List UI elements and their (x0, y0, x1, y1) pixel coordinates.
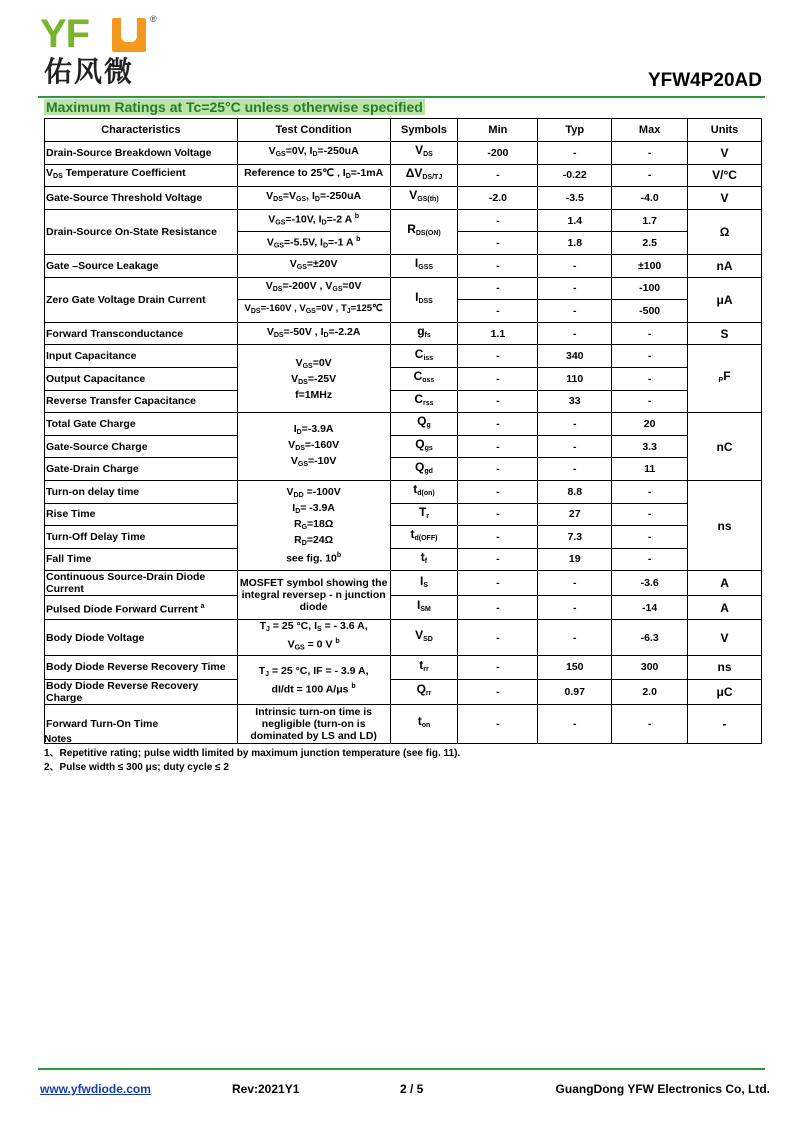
cell-max: - (612, 164, 688, 187)
table-row (45, 254, 762, 277)
part-number: YFW4P20AD (647, 70, 762, 91)
cell-characteristic: Gate-Source Threshold Voltage (45, 187, 238, 210)
table-header-row (45, 119, 762, 142)
cell-condition: $V_{DS}=-50V$ , $I_D=-2.2A$ (237, 322, 390, 345)
cell-condition: $V_{GS}=-5.5V$, $I_D=-1$ A $^b$ (237, 232, 390, 255)
cell-typ: - (538, 596, 612, 620)
cell-min: - (458, 679, 538, 704)
cell-max: 20 (612, 413, 688, 436)
cell-typ: - (538, 458, 612, 481)
cell-condition: $V_{DS}=V_{GS}$, $I_D=-250uA$ (237, 187, 390, 210)
cell-characteristic: $V_{DS}$ Temperature Coefficient (45, 164, 238, 187)
cell-characteristic: Drain-Source On-State Resistance (45, 209, 238, 254)
cell-max: - (612, 526, 688, 549)
table-row (45, 548, 762, 571)
cell-min: - (458, 367, 538, 390)
cell-unit: ns (688, 480, 762, 570)
page-number: 2 / 5 (400, 1082, 424, 1096)
table-row (45, 142, 762, 165)
cell-unit: A (688, 596, 762, 620)
table-row (45, 480, 762, 503)
cell-typ: - (538, 322, 612, 345)
cell-min: - (458, 345, 538, 368)
cell-characteristic: Total Gate Charge (45, 413, 238, 436)
cell-unit: nA (688, 254, 762, 277)
cell-characteristic: Gate-Drain Charge (45, 458, 238, 481)
website-link[interactable]: www.yfwdiode.com (40, 1082, 151, 1096)
cell-symbol: $I_{SM}$ (390, 596, 458, 620)
cell-min: - (458, 300, 538, 323)
cell-typ: -0.22 (538, 164, 612, 187)
cell-max: - (612, 345, 688, 368)
footer-divider (38, 1068, 765, 1070)
cell-symbol: $I_{DSS}$ (390, 277, 458, 322)
cell-unit: S (688, 322, 762, 345)
col-header: Test Condition (237, 119, 390, 142)
cell-typ: - (538, 254, 612, 277)
cell-characteristic: Zero Gate Voltage Drain Current (45, 277, 238, 322)
cell-min: - (458, 503, 538, 526)
cell-typ: - (538, 300, 612, 323)
cell-characteristic: Gate-Source Charge (45, 435, 238, 458)
cell-typ: - (538, 277, 612, 300)
cell-typ: - (538, 413, 612, 436)
table-row (45, 390, 762, 413)
cell-min: - (458, 480, 538, 503)
table-row (45, 596, 762, 620)
cell-typ: 150 (538, 655, 612, 679)
cell-min: -200 (458, 142, 538, 165)
cell-characteristic: Rise Time (45, 503, 238, 526)
cell-min: - (458, 458, 538, 481)
table-row (45, 322, 762, 345)
revision: Rev:2021Y1 (232, 1082, 300, 1096)
company-logo (40, 14, 160, 94)
cell-typ: - (538, 142, 612, 165)
cell-typ: 1.4 (538, 209, 612, 232)
cell-min: -2.0 (458, 187, 538, 210)
cell-max: - (612, 704, 688, 743)
cell-max: - (612, 503, 688, 526)
cell-typ: 110 (538, 367, 612, 390)
section-title: Maximum Ratings at Tc=25°C unless otherwise specified (46, 99, 423, 115)
cell-condition: Reference to 25℃ , $I_D=-1mA$ (237, 164, 390, 187)
cell-typ: 0.97 (538, 679, 612, 704)
company-name: GuangDong YFW Electronics Co, Ltd. (555, 1082, 770, 1096)
cell-characteristic: Forward Transconductance (45, 322, 238, 345)
cell-typ: 8.8 (538, 480, 612, 503)
cell-typ: - (538, 435, 612, 458)
col-header: Units (688, 119, 762, 142)
cell-symbol: $t_f$ (390, 548, 458, 571)
cell-symbol: $V_{DS}$ (390, 142, 458, 165)
cell-symbol: $R_{DS(ON)}$ (390, 209, 458, 254)
logo-u-mark (112, 18, 146, 52)
cell-unit: μC (688, 679, 762, 704)
cell-min: - (458, 435, 538, 458)
cell-characteristic: Drain-Source Breakdown Voltage (45, 142, 238, 165)
cell-unit: ns (688, 655, 762, 679)
cell-unit: $_P$F (688, 345, 762, 413)
cell-characteristic: Output Capacitance (45, 367, 238, 390)
cell-symbol: $t_{on}$ (390, 704, 458, 743)
cell-max: - (612, 548, 688, 571)
cell-symbol: $Q_{gs}$ (390, 435, 458, 458)
cell-symbol: $C_{iss}$ (390, 345, 458, 368)
table-row (45, 345, 762, 368)
table-row (45, 503, 762, 526)
cell-typ: 27 (538, 503, 612, 526)
cell-unit: V (688, 187, 762, 210)
table-row (45, 435, 762, 458)
cell-unit: - (688, 704, 762, 743)
cell-min: - (458, 209, 538, 232)
cell-max: - (612, 142, 688, 165)
note-2: 2、Pulse width ≤ 300 μs; duty cycle ≤ 2 (44, 762, 229, 773)
cell-min: - (458, 413, 538, 436)
cell-condition: $T_J = 25$ °C, IF = - 3.9 A, dI/dt = 100 A/μs $^b$ (237, 655, 390, 704)
table-row (45, 620, 762, 656)
cell-max: - (612, 322, 688, 345)
cell-characteristic: Reverse Transfer Capacitance (45, 390, 238, 413)
cell-max: 2.5 (612, 232, 688, 255)
cell-symbol: $\Delta V_{DS/TJ}$ (390, 164, 458, 187)
cell-min: 1.1 (458, 322, 538, 345)
cell-symbol: $C_{oss}$ (390, 367, 458, 390)
cell-symbol: $t_{d(on)}$ (390, 480, 458, 503)
cell-min: - (458, 620, 538, 656)
cell-max: -3.6 (612, 571, 688, 596)
cell-condition: $V_{GS}=-10V$, $I_D=-2$ A $^b$ (237, 209, 390, 232)
cell-condition: $I_D=-3.9A$ $V_{DS}=-160V$ $V_{GS}=-10V$ (237, 413, 390, 481)
header-divider (38, 96, 765, 98)
col-header: Characteristics (45, 119, 238, 142)
cell-condition: $V_{DS}=-200V$ , $V_{GS}=0V$ (237, 277, 390, 300)
cell-min: - (458, 655, 538, 679)
switching-group (45, 480, 762, 570)
cell-max: - (612, 390, 688, 413)
table-row (45, 413, 762, 436)
cell-symbol: $t_{rr}$ (390, 655, 458, 679)
cell-characteristic: Body Diode Reverse Recovery Charge (45, 679, 238, 704)
cell-symbol: $T_r$ (390, 503, 458, 526)
cell-condition: $V_{GS}=\pm 20V$ (237, 254, 390, 277)
diode-current-group (45, 571, 762, 620)
cell-symbol: $V_{GS(th)}$ (390, 187, 458, 210)
reverse-recovery-group (45, 655, 762, 704)
cell-symbol: $Q_{rr}$ (390, 679, 458, 704)
cell-typ: 340 (538, 345, 612, 368)
cell-unit: V (688, 620, 762, 656)
cell-typ: 19 (538, 548, 612, 571)
registered-mark: ® (150, 14, 157, 24)
col-header: Min (458, 119, 538, 142)
cell-characteristic: Forward Turn-On Time (45, 704, 238, 743)
cell-characteristic: Pulsed Diode Forward Current $^a$ (45, 596, 238, 620)
cell-symbol: $I_{GSS}$ (390, 254, 458, 277)
cell-min: - (458, 277, 538, 300)
table-row (45, 277, 762, 300)
cell-min: - (458, 232, 538, 255)
cell-typ: 33 (538, 390, 612, 413)
cell-min: - (458, 526, 538, 549)
cell-max: 2.0 (612, 679, 688, 704)
cell-unit: Ω (688, 209, 762, 254)
cell-unit: V/°C (688, 164, 762, 187)
cell-characteristic: Input Capacitance (45, 345, 238, 368)
cell-typ: - (538, 704, 612, 743)
cell-symbol: $I_S$ (390, 571, 458, 596)
notes-title: Notes (44, 734, 72, 745)
cell-characteristic: Continuous Source-Drain Diode Current (45, 571, 238, 596)
note-1: 1、Repetitive rating; pulse width limited by maximum junction temperature (see fig. 11). (44, 748, 461, 759)
cell-condition: $T_J = 25$ °C, $I_S$ = - 3.6 A, $V_{GS} = 0$ V $^b$ (237, 620, 390, 656)
cell-condition: $V_{GS}=0V$ $V_{DS}=-25V$ f=1MHz (237, 345, 390, 413)
cell-max: 3.3 (612, 435, 688, 458)
table-row (45, 164, 762, 187)
cell-typ: -3.5 (538, 187, 612, 210)
cell-typ: - (538, 571, 612, 596)
cell-max: -14 (612, 596, 688, 620)
cell-max: -6.3 (612, 620, 688, 656)
cell-condition: MOSFET symbol showing the integral reversep - n junction diode (237, 571, 390, 620)
cell-max: - (612, 367, 688, 390)
cell-symbol: $t_{d(OFF)}$ (390, 526, 458, 549)
table-row (45, 458, 762, 481)
notes (44, 733, 460, 775)
cell-min: - (458, 390, 538, 413)
table-row (45, 209, 762, 232)
ratings-table (44, 118, 762, 744)
cell-condition: $V_{GS}=0V$, $I_D=-250uA$ (237, 142, 390, 165)
cell-symbol: $V_{SD}$ (390, 620, 458, 656)
cell-min: - (458, 571, 538, 596)
table-row (45, 571, 762, 596)
cell-min: - (458, 164, 538, 187)
cell-unit: V (688, 142, 762, 165)
cell-min: - (458, 596, 538, 620)
cell-symbol: $Q_g$ (390, 413, 458, 436)
cell-max: -500 (612, 300, 688, 323)
cell-symbol: $g_{fs}$ (390, 322, 458, 345)
cell-typ: - (538, 620, 612, 656)
logo-letters: YF (40, 12, 90, 56)
cell-max: ±100 (612, 254, 688, 277)
cell-max: -100 (612, 277, 688, 300)
cell-characteristic: Fall Time (45, 548, 238, 571)
cell-characteristic: Body Diode Voltage (45, 620, 238, 656)
cell-min: - (458, 548, 538, 571)
cell-typ: 1.8 (538, 232, 612, 255)
capacitance-group (45, 345, 762, 413)
cell-symbol: $Q_{gd}$ (390, 458, 458, 481)
cell-typ: 7.3 (538, 526, 612, 549)
logo-chinese-name: 佑风微 (44, 55, 135, 88)
table-row (45, 526, 762, 549)
cell-condition: Intrinsic turn-on time is negligible (turn-on is dominated by LS and LD) (237, 704, 390, 743)
cell-max: 1.7 (612, 209, 688, 232)
cell-characteristic: Turn-Off Delay Time (45, 526, 238, 549)
cell-unit: nC (688, 413, 762, 481)
cell-characteristic: Body Diode Reverse Recovery Time (45, 655, 238, 679)
cell-min: - (458, 254, 538, 277)
cell-max: 11 (612, 458, 688, 481)
cell-min: - (458, 704, 538, 743)
cell-characteristic: Gate –Source Leakage (45, 254, 238, 277)
cell-condition: $V_{DD} =-100V$ $I_D= -3.9A$ $R_G=18\Omega$ $R_D=24\Omega$ see fig. 10$^b$ (237, 480, 390, 570)
cell-max: - (612, 480, 688, 503)
table-row (45, 655, 762, 679)
cell-max: 300 (612, 655, 688, 679)
col-header: Symbols (390, 119, 458, 142)
col-header: Max (612, 119, 688, 142)
table-row (45, 367, 762, 390)
table-row (45, 187, 762, 210)
cell-characteristic: Turn-on delay time (45, 480, 238, 503)
cell-condition: $V_{DS}=-160V$ , $V_{GS}=0V$ , $T_J=125℃$ (237, 300, 390, 323)
gate-charge-group (45, 413, 762, 481)
cell-unit: A (688, 571, 762, 596)
cell-symbol: $C_{rss}$ (390, 390, 458, 413)
cell-max: -4.0 (612, 187, 688, 210)
col-header: Typ (538, 119, 612, 142)
table-row (45, 679, 762, 704)
cell-unit: μA (688, 277, 762, 322)
